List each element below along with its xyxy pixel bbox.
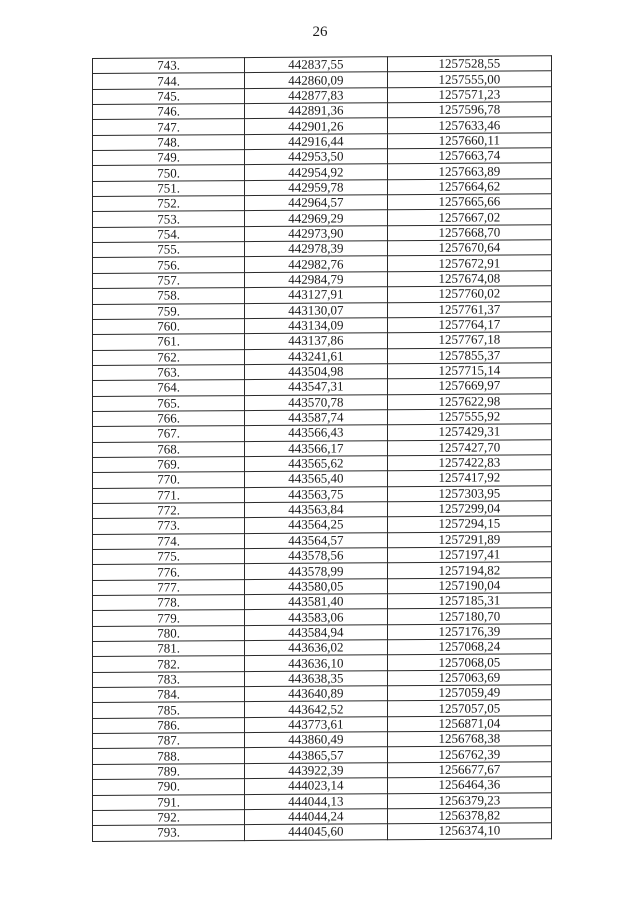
point-number-cell: 767. — [93, 426, 245, 442]
point-number-cell: 754. — [93, 226, 245, 242]
x-coordinate-cell: 443565,40 — [245, 471, 387, 487]
point-number-cell: 768. — [93, 441, 245, 457]
point-number-cell: 791. — [93, 794, 245, 810]
y-coordinate-cell: 1257663,89 — [387, 163, 551, 179]
x-coordinate-cell: 442969,29 — [245, 210, 387, 226]
y-coordinate-cell: 1256871,04 — [387, 715, 551, 731]
y-coordinate-cell: 1257176,39 — [387, 623, 551, 639]
x-coordinate-cell: 443583,06 — [245, 609, 387, 625]
x-coordinate-cell: 442837,55 — [245, 57, 387, 73]
x-coordinate-cell: 443581,40 — [245, 594, 387, 610]
x-coordinate-cell: 443636,10 — [245, 655, 387, 671]
point-number-cell: 743. — [93, 58, 245, 74]
point-number-cell: 776. — [93, 564, 245, 580]
y-coordinate-cell: 1257667,02 — [387, 209, 551, 225]
point-number-cell: 787. — [93, 733, 245, 749]
point-number-cell: 773. — [93, 518, 245, 534]
x-coordinate-cell: 443642,52 — [245, 701, 387, 717]
point-number-cell: 774. — [93, 533, 245, 549]
y-coordinate-cell: 1257068,05 — [387, 654, 551, 670]
y-coordinate-cell: 1257059,49 — [387, 685, 551, 701]
y-coordinate-cell: 1257063,69 — [387, 669, 551, 685]
y-coordinate-cell: 1257622,98 — [387, 393, 551, 409]
x-coordinate-cell: 443565,62 — [245, 456, 387, 472]
point-number-cell: 761. — [93, 334, 245, 350]
point-number-cell: 779. — [93, 610, 245, 626]
y-coordinate-cell: 1257185,31 — [387, 593, 551, 609]
x-coordinate-cell: 444044,24 — [245, 809, 387, 825]
point-number-cell: 762. — [93, 349, 245, 365]
y-coordinate-cell: 1257194,82 — [387, 562, 551, 578]
point-number-cell: 758. — [93, 288, 245, 304]
x-coordinate-cell: 443584,94 — [245, 624, 387, 640]
point-number-cell: 750. — [93, 165, 245, 181]
y-coordinate-cell: 1257291,89 — [387, 531, 551, 547]
x-coordinate-cell: 442982,76 — [245, 256, 387, 272]
point-number-cell: 748. — [93, 134, 245, 150]
x-coordinate-cell: 443564,57 — [245, 532, 387, 548]
point-number-cell: 775. — [93, 549, 245, 565]
x-coordinate-cell: 443504,98 — [245, 364, 387, 380]
point-number-cell: 745. — [93, 88, 245, 104]
point-number-cell: 752. — [93, 196, 245, 212]
y-coordinate-cell: 1257057,05 — [387, 700, 551, 716]
y-coordinate-cell: 1257555,92 — [387, 409, 551, 425]
y-coordinate-cell: 1257670,64 — [387, 240, 551, 256]
x-coordinate-cell: 442959,78 — [245, 179, 387, 195]
point-number-cell: 777. — [93, 579, 245, 595]
x-coordinate-cell: 443563,84 — [245, 502, 387, 518]
point-number-cell: 751. — [93, 180, 245, 196]
point-number-cell: 760. — [93, 318, 245, 334]
y-coordinate-cell: 1257767,18 — [387, 332, 551, 348]
y-coordinate-cell: 1256378,82 — [387, 808, 551, 824]
x-coordinate-cell: 443566,43 — [245, 425, 387, 441]
x-coordinate-cell: 442954,92 — [245, 164, 387, 180]
y-coordinate-cell: 1256379,23 — [387, 792, 551, 808]
point-number-cell: 746. — [93, 104, 245, 120]
point-number-cell: 785. — [93, 702, 245, 718]
point-number-cell: 757. — [93, 272, 245, 288]
y-coordinate-cell: 1257633,46 — [387, 117, 551, 133]
x-coordinate-cell: 443566,17 — [245, 440, 387, 456]
y-coordinate-cell: 1257417,92 — [387, 470, 551, 486]
y-coordinate-cell: 1257665,66 — [387, 194, 551, 210]
y-coordinate-cell: 1257299,04 — [387, 501, 551, 517]
y-coordinate-cell: 1257672,91 — [387, 255, 551, 271]
point-number-cell: 778. — [93, 595, 245, 611]
y-coordinate-cell: 1257294,15 — [387, 516, 551, 532]
x-coordinate-cell: 444044,13 — [245, 793, 387, 809]
y-coordinate-cell: 1256762,39 — [387, 746, 551, 762]
y-coordinate-cell: 1257555,00 — [387, 71, 551, 87]
y-coordinate-cell: 1257764,17 — [387, 317, 551, 333]
x-coordinate-cell: 443563,75 — [245, 486, 387, 502]
x-coordinate-cell: 442891,36 — [245, 103, 387, 119]
point-number-cell: 765. — [93, 395, 245, 411]
point-number-cell: 766. — [93, 410, 245, 426]
y-coordinate-cell: 1257660,11 — [387, 132, 551, 148]
y-coordinate-cell: 1257427,70 — [387, 439, 551, 455]
coordinates-table — [92, 55, 552, 841]
x-coordinate-cell: 443570,78 — [245, 394, 387, 410]
y-coordinate-cell: 1257760,02 — [387, 286, 551, 302]
y-coordinate-cell: 1257664,62 — [387, 178, 551, 194]
x-coordinate-cell: 442877,83 — [245, 87, 387, 103]
y-coordinate-cell: 1257571,23 — [387, 86, 551, 102]
table-row — [93, 823, 552, 841]
y-coordinate-cell: 1257528,55 — [387, 56, 551, 72]
y-coordinate-cell: 1257422,83 — [387, 455, 551, 471]
x-coordinate-cell: 442984,79 — [245, 272, 387, 288]
x-coordinate-cell: 443137,86 — [245, 333, 387, 349]
x-coordinate-cell: 443860,49 — [245, 732, 387, 748]
x-coordinate-cell: 443640,89 — [245, 686, 387, 702]
point-number-cell: 792. — [93, 809, 245, 825]
y-coordinate-cell: 1257596,78 — [387, 102, 551, 118]
x-coordinate-cell: 443587,74 — [245, 410, 387, 426]
y-coordinate-cell: 1257761,37 — [387, 301, 551, 317]
point-number-cell: 759. — [93, 303, 245, 319]
point-number-cell: 763. — [93, 364, 245, 380]
x-coordinate-cell: 443130,07 — [245, 302, 387, 318]
y-coordinate-cell: 1257668,70 — [387, 224, 551, 240]
point-number-cell: 769. — [93, 457, 245, 473]
y-coordinate-cell: 1257429,31 — [387, 424, 551, 440]
y-coordinate-cell: 1256374,10 — [387, 823, 551, 839]
x-coordinate-cell: 443134,09 — [245, 318, 387, 334]
x-coordinate-cell: 443127,91 — [245, 287, 387, 303]
x-coordinate-cell: 442964,57 — [245, 195, 387, 211]
point-number-cell: 753. — [93, 211, 245, 227]
y-coordinate-cell: 1257715,14 — [387, 363, 551, 379]
point-number-cell: 744. — [93, 73, 245, 89]
coordinates-table-body — [93, 56, 552, 841]
point-number-cell: 771. — [93, 487, 245, 503]
x-coordinate-cell: 443547,31 — [245, 379, 387, 395]
point-number-cell: 780. — [93, 625, 245, 641]
x-coordinate-cell: 442978,39 — [245, 241, 387, 257]
x-coordinate-cell: 443773,61 — [245, 716, 387, 732]
x-coordinate-cell: 442916,44 — [245, 133, 387, 149]
y-coordinate-cell: 1256677,67 — [387, 762, 551, 778]
point-number-cell: 789. — [93, 763, 245, 779]
point-number-cell: 770. — [93, 472, 245, 488]
x-coordinate-cell: 443922,39 — [245, 763, 387, 779]
point-number-cell: 781. — [93, 641, 245, 657]
y-coordinate-cell: 1257303,95 — [387, 485, 551, 501]
point-number-cell: 790. — [93, 779, 245, 795]
y-coordinate-cell: 1257190,04 — [387, 577, 551, 593]
point-number-cell: 749. — [93, 150, 245, 166]
y-coordinate-cell: 1256768,38 — [387, 731, 551, 747]
x-coordinate-cell: 443578,99 — [245, 563, 387, 579]
point-number-cell: 755. — [93, 242, 245, 258]
y-coordinate-cell: 1257068,24 — [387, 639, 551, 655]
x-coordinate-cell: 443636,02 — [245, 640, 387, 656]
point-number-cell: 782. — [93, 656, 245, 672]
x-coordinate-cell: 443865,57 — [245, 747, 387, 763]
point-number-cell: 784. — [93, 687, 245, 703]
point-number-cell: 764. — [93, 380, 245, 396]
x-coordinate-cell: 442860,09 — [245, 72, 387, 88]
x-coordinate-cell: 442901,26 — [245, 118, 387, 134]
y-coordinate-cell: 1257180,70 — [387, 608, 551, 624]
x-coordinate-cell: 443638,35 — [245, 670, 387, 686]
y-coordinate-cell: 1257674,08 — [387, 271, 551, 287]
y-coordinate-cell: 1257663,74 — [387, 148, 551, 164]
point-number-cell: 783. — [93, 671, 245, 687]
x-coordinate-cell: 442953,50 — [245, 149, 387, 165]
x-coordinate-cell: 443580,05 — [245, 578, 387, 594]
x-coordinate-cell: 443578,56 — [245, 548, 387, 564]
y-coordinate-cell: 1257197,41 — [387, 547, 551, 563]
point-number-cell: 793. — [93, 825, 245, 841]
y-coordinate-cell: 1256464,36 — [387, 777, 551, 793]
y-coordinate-cell: 1257855,37 — [387, 347, 551, 363]
x-coordinate-cell: 443564,25 — [245, 517, 387, 533]
point-number-cell: 788. — [93, 748, 245, 764]
page-number: 26 — [312, 24, 328, 40]
x-coordinate-cell: 442973,90 — [245, 225, 387, 241]
point-number-cell: 772. — [93, 503, 245, 519]
x-coordinate-cell: 443241,61 — [245, 348, 387, 364]
x-coordinate-cell: 444045,60 — [245, 824, 387, 840]
y-coordinate-cell: 1257669,97 — [387, 378, 551, 394]
x-coordinate-cell: 444023,14 — [245, 778, 387, 794]
point-number-cell: 747. — [93, 119, 245, 135]
point-number-cell: 756. — [93, 257, 245, 273]
point-number-cell: 786. — [93, 717, 245, 733]
